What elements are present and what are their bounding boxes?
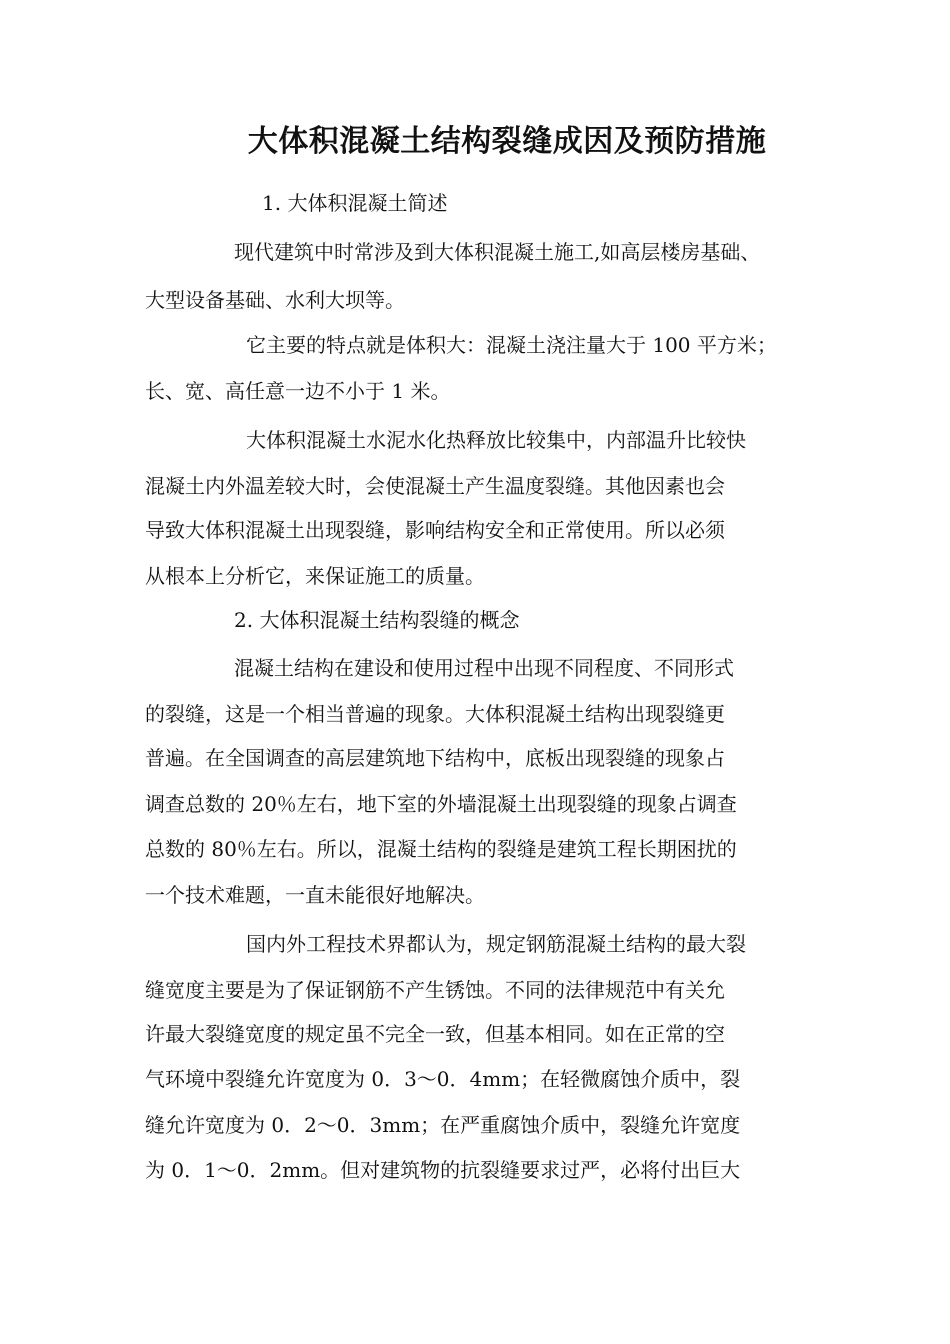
paragraph-line: 现代建筑中时常涉及到大体积混凝土施工,如高层楼房基础、 [234, 240, 761, 264]
paragraph-line: 导致大体积混凝土出现裂缝，影响结构安全和正常使用。所以必须 [145, 518, 725, 542]
paragraph-line: 大型设备基础、水利大坝等。 [145, 288, 405, 312]
paragraph-line: 气环境中裂缝允许宽度为 0．3～0．4mm；在轻微腐蚀介质中，裂 [145, 1067, 741, 1091]
document-title: 大体积混凝土结构裂缝成因及预防措施 [247, 124, 767, 159]
paragraph-line: 它主要的特点就是体积大：混凝土浇注量大于 100 平方米； [246, 333, 777, 357]
paragraph-line: 的裂缝，这是一个相当普遍的现象。大体积混凝土结构出现裂缝更 [145, 702, 725, 726]
paragraph-line: 一个技术难题，一直未能很好地解决。 [145, 883, 485, 907]
paragraph-line: 缝允许宽度为 0．2～0．3mm；在严重腐蚀介质中，裂缝允许宽度 [145, 1113, 741, 1137]
paragraph-line: 调查总数的 20％左右，地下室的外墙混凝土出现裂缝的现象占调查 [145, 792, 737, 816]
paragraph-line: 混凝土内外温差较大时，会使混凝土产生温度裂缝。其他因素也会 [145, 474, 725, 498]
paragraph-line: 总数的 80％左右。所以，混凝土结构的裂缝是建筑工程长期困扰的 [145, 837, 737, 861]
paragraph-line: 缝宽度主要是为了保证钢筋不产生锈蚀。不同的法律规范中有关允 [145, 978, 725, 1002]
section-heading-1: 1. 大体积混凝土简述 [262, 191, 448, 215]
section-heading-2: 2. 大体积混凝土结构裂缝的概念 [234, 608, 520, 632]
paragraph-line: 普遍。在全国调查的高层建筑地下结构中，底板出现裂缝的现象占 [145, 746, 725, 770]
paragraph-line: 从根本上分析它，来保证施工的质量。 [145, 564, 485, 588]
paragraph-line: 混凝土结构在建设和使用过程中出现不同程度、不同形式 [234, 656, 734, 680]
paragraph-line: 长、宽、高任意一边不小于 1 米。 [145, 379, 451, 403]
paragraph-line: 为 0．1～0．2mm。但对建筑物的抗裂缝要求过严，必将付出巨大 [145, 1158, 741, 1182]
paragraph-line: 许最大裂缝宽度的规定虽不完全一致，但基本相同。如在正常的空 [145, 1022, 725, 1046]
paragraph-line: 国内外工程技术界都认为，规定钢筋混凝土结构的最大裂 [246, 932, 746, 956]
paragraph-line: 大体积混凝土水泥水化热释放比较集中，内部温升比较快 [246, 428, 746, 452]
